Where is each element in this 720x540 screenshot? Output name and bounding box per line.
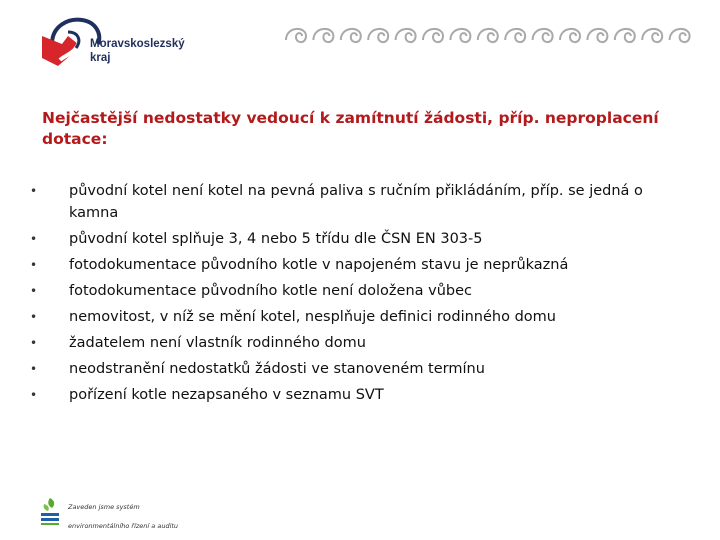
list-item-text: původní kotel není kotel na pevná paliva s ručním přikládáním, příp. se jedná o kamna xyxy=(69,183,643,221)
deficiency-list xyxy=(30,180,690,410)
bullet-marker: • xyxy=(30,362,38,376)
bullet-marker: • xyxy=(30,184,38,198)
list-item xyxy=(30,280,690,302)
logo-line-2: kraj xyxy=(90,52,111,64)
wave-loop xyxy=(396,29,416,42)
wave-loop xyxy=(313,29,333,42)
list-item xyxy=(30,358,690,380)
wave-loop xyxy=(505,29,525,42)
wave-loop xyxy=(450,29,470,42)
bullet-marker: • xyxy=(30,310,38,324)
list-item xyxy=(30,228,690,250)
footer-line-2: environmentálního řízení a auditu xyxy=(68,522,179,530)
emas-logo-icon xyxy=(38,496,62,528)
list-item-text: fotodokumentace původního kotle není doložena vůbec xyxy=(69,283,472,299)
wave-loop xyxy=(587,29,607,42)
list-item-text: nemovitost, v níž se mění kotel, nesplňuje definici rodinného domu xyxy=(69,309,556,325)
slide-title: Nejčastější nedostatky vedoucí k zamítnutí žádosti, příp. neproplacení dotace: xyxy=(42,109,659,148)
bullet-marker: • xyxy=(30,258,38,272)
wave-loop xyxy=(533,29,553,42)
wave-loop xyxy=(341,29,361,42)
list-item-text: fotodokumentace původního kotle v napojeném stavu je neprůkazná xyxy=(69,257,569,273)
wave-pattern-icon xyxy=(282,22,696,48)
bullet-marker: • xyxy=(30,388,38,402)
logo-line-1: Moravskoslezský xyxy=(90,38,185,50)
list-item xyxy=(30,332,690,354)
wave-loop xyxy=(670,29,690,42)
wave-loop xyxy=(560,29,580,42)
list-item-text: neodstranění nedostatků žádosti ve stanoveném termínu xyxy=(69,361,485,377)
bullet-marker: • xyxy=(30,284,38,298)
logo-wordmark xyxy=(90,37,185,65)
list-item xyxy=(30,306,690,328)
bullet-marker: • xyxy=(30,232,38,246)
list-item-text: žadatelem není vlastník rodinného domu xyxy=(69,335,366,351)
wave-loop xyxy=(642,29,662,42)
list-item xyxy=(30,254,690,276)
footer-caption xyxy=(68,498,178,536)
list-item xyxy=(30,180,690,224)
list-item-text: pořízení kotle nezapsaného v seznamu SVT xyxy=(69,387,384,403)
footer-line-1: Zaveden jsme systém xyxy=(68,503,140,511)
wave-loop xyxy=(615,29,635,42)
wave-loop xyxy=(286,29,306,42)
wave-loop xyxy=(478,29,498,42)
wave-loop xyxy=(368,29,388,42)
list-item xyxy=(30,384,690,406)
list-item-text: původní kotel splňuje 3, 4 nebo 5 třídu dle ČSN EN 303-5 xyxy=(69,231,483,247)
bullet-marker: • xyxy=(30,336,38,350)
wave-loop xyxy=(423,29,443,42)
